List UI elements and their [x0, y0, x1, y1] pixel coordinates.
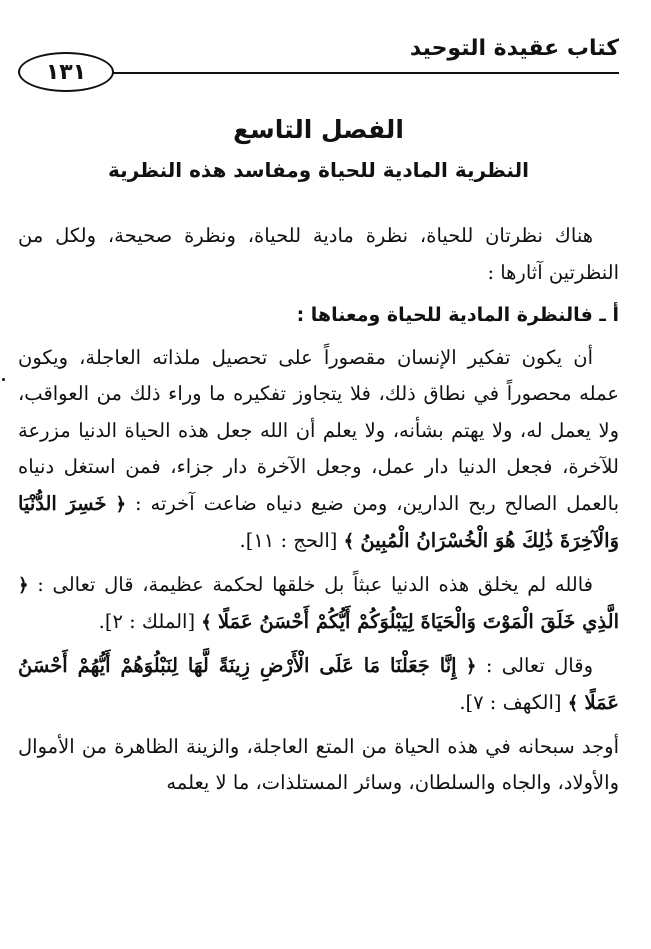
verse-reference: [الملك : ٢].	[98, 610, 196, 633]
paragraph-text: وقال تعالى :	[485, 653, 593, 677]
page-header	[18, 30, 619, 94]
margin-mark	[2, 378, 5, 381]
paragraph-material-view	[18, 340, 619, 561]
paragraph-text: أن يكون تفكير الإنسان مقصوراً على تحصيل ملذاته العاجلة، ويكون عمله محصوراً في نطاق ذلك، فلا يتجاوز تفكيره ما وراء ذلك من العواقب، ولا يعمل له، ولا يهتم بشأنه، ولا يعلم أن الله جعل هذه الحياة الدنيا مزرعة للآخرة، فجعل الدنيا دار عمل، وجعل الآخرة دار جزاء، فمن استغل دنياه بالعمل الصالح ربح الدارين، ومن ضيع دنياه ضاعت آخرته :	[18, 345, 619, 515]
quran-brace-close: ﴾	[343, 531, 355, 552]
intro-paragraph: هناك نظرتان للحياة، نظرة مادية للحياة، ونظرة صحيحة، ولكل من النظرتين آثارها :	[18, 224, 619, 284]
book-title: كتاب عقيدة التوحيد	[409, 36, 619, 61]
quran-brace-close: ﴾	[567, 693, 579, 714]
header-rule	[110, 72, 619, 74]
chapter-subtitle: النظرية المادية للحياة ومفاسد هذه النظرية	[108, 158, 529, 182]
section-a-heading: أ ـ فالنظرة المادية للحياة ومعناها :	[296, 304, 619, 326]
page-number: ١٣١	[18, 52, 114, 92]
quran-brace-open: ﴿	[18, 574, 29, 596]
paragraph-text: فالله لم يخلق هذه الدنيا عبثاً بل خلقها لحكمة عظيمة، قال تعالى :	[37, 572, 593, 596]
quran-brace-open: ﴿	[465, 655, 477, 677]
quran-brace-open: ﴿	[115, 493, 127, 515]
quran-verse: خَسِرَ الدُّنْيَا وَالْآخِرَةَ ذَٰلِكَ هُوَ الْخُسْرَانُ الْمُبِينُ	[18, 491, 619, 552]
paragraph-adornment	[18, 648, 619, 723]
verse-reference: [الكهف : ٧].	[459, 691, 562, 714]
chapter-title: الفصل التاسع	[233, 115, 404, 144]
quran-verse: الَّذِي خَلَقَ الْمَوْتَ وَالْحَيَاةَ لِيَبْلُوَكُمْ أَيُّكُمْ أَحْسَنُ عَمَلًا	[218, 610, 619, 633]
body-text	[18, 218, 619, 802]
paragraph-worldly-pleasures: أوجد سبحانه في هذه الحياة من المتع العاجلة، والزينة الظاهرة من الأموال والأولاد، والجاه والسلطان، وسائر المستلذات، ما لا يعلمه	[18, 734, 619, 794]
paragraph-wisdom	[18, 567, 619, 642]
quran-brace-close: ﴾	[201, 612, 212, 633]
verse-reference: [الحج : ١١].	[239, 529, 338, 552]
quran-verse: إِنَّا جَعَلْنَا مَا عَلَى الْأَرْضِ زِينَةً لَّهَا لِنَبْلُوَهُمْ أَيُّهُمْ أَحْسَنُ عَمَلًا	[18, 653, 619, 714]
section-a-heading-line	[18, 297, 619, 334]
